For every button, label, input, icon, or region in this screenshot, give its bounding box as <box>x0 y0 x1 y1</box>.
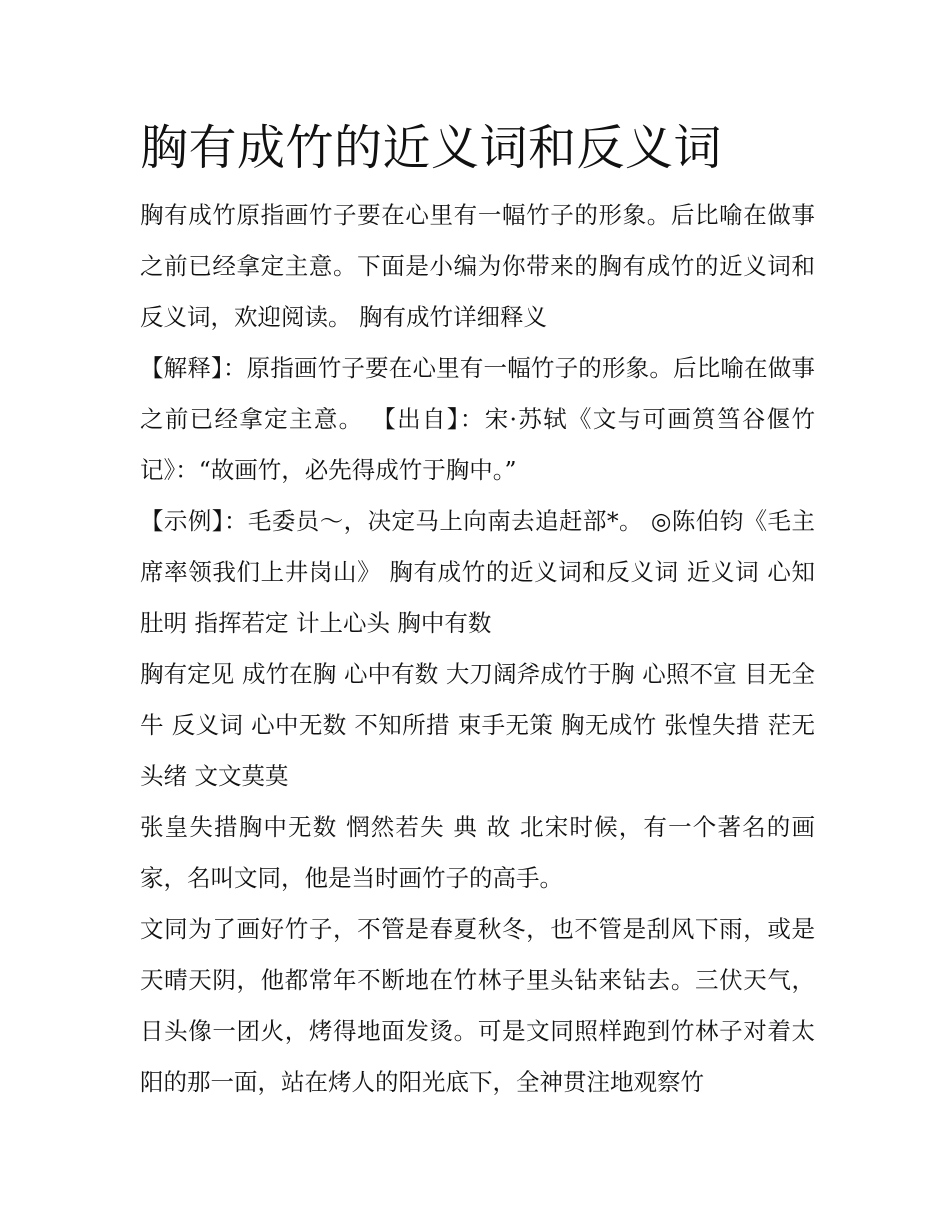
paragraph-explanation: 【解释】：原指画竹子要在心里有一幅竹子的形象。后比喻在做事之前已经拿定主意。 【出自】：宋·苏轼《文与可画筼筜谷偃竹记》：“故画竹，必先得成竹于胸中。” <box>140 354 815 484</box>
document-title: 胸有成竹的近义词和反义词 <box>140 120 723 176</box>
paragraph-intro: 胸有成竹原指画竹子要在心里有一幅竹子的形象。后比喻在做事之前已经拿定主意。下面是小编为你带来的胸有成竹的近义词和反义词，欢迎阅读。 胸有成竹详细释义 <box>140 201 815 331</box>
paragraph-example-synonyms: 【示例】：毛委员～，决定马上向南去追赶部*。 ◎陈伯钧《毛主席率领我们上井岗山》 胸有成竹的近义词和反义词 近义词 心知肚明 指挥若定 计上心头 胸中有数 <box>140 507 815 637</box>
paragraph-story-intro: 张皇失措胸中无数 惘然若失 典 故 北宋时候，有一个著名的画家，名叫文同，他是当时画竹子的高手。 <box>140 813 815 892</box>
paragraph-story: 文同为了画好竹子，不管是春夏秋冬，也不管是刮风下雨，或是天晴天阴，他都常年不断地在竹林子里头钻来钻去。三伏天气，日头像一团火，烤得地面发烫。可是文同照样跑到竹林子对着太阳的那一面，站在烤人的阳光底下，全神贯注地观察竹 <box>140 915 815 1096</box>
document-page <box>140 108 815 1108</box>
paragraph-synonyms-antonyms: 胸有定见 成竹在胸 心中有数 大刀阔斧成竹于胸 心照不宣 目无全牛 反义词 心中无数 不知所措 束手无策 胸无成竹 张惶失措 茫无头绪 文文莫莫 <box>140 660 815 790</box>
